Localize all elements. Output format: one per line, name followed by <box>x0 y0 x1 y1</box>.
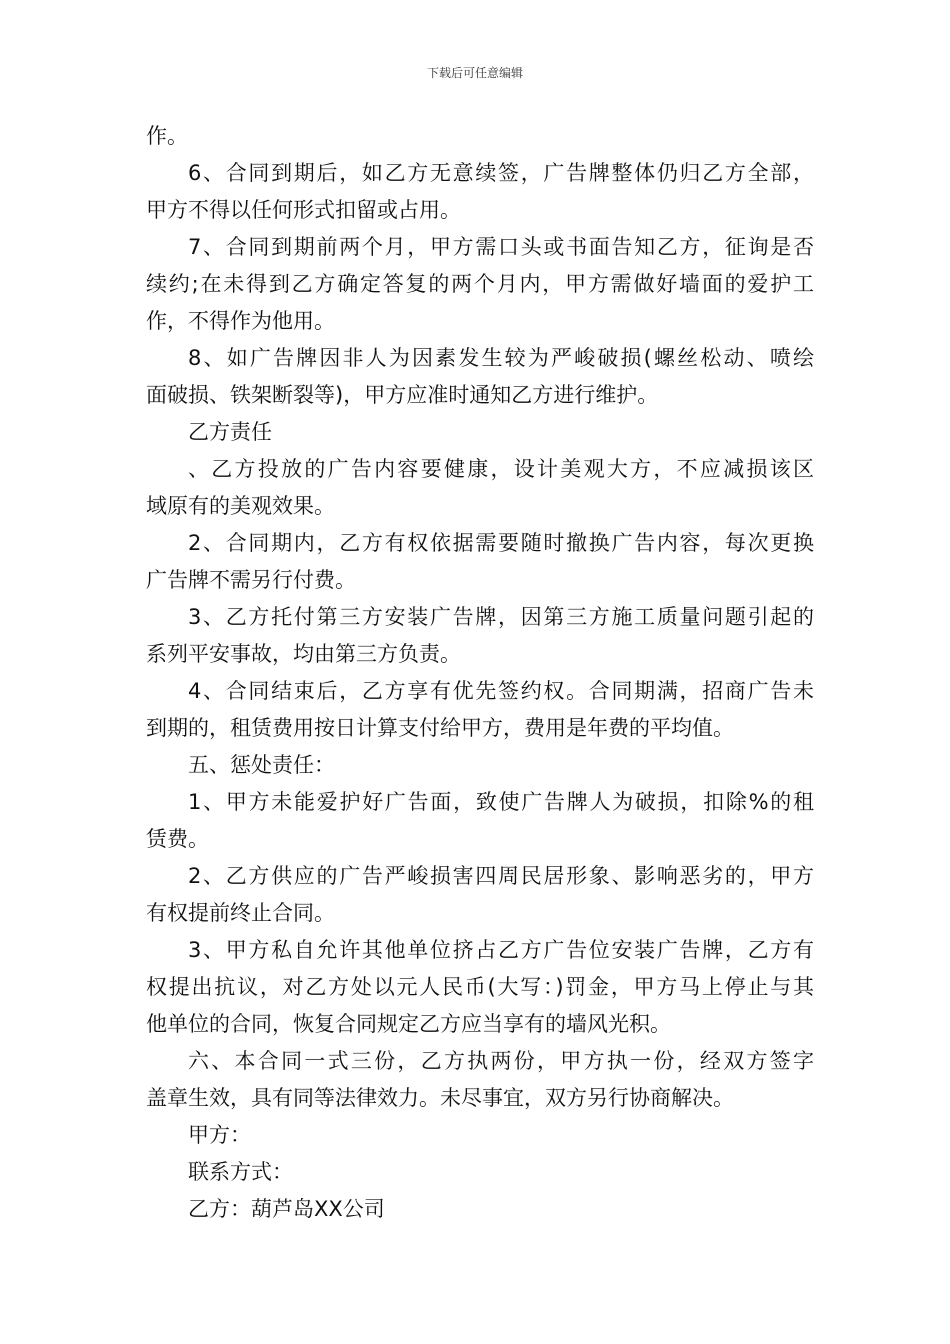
text-line: 联系方式： <box>188 1160 293 1184</box>
text-line: 作，不得作为他用。 <box>146 309 335 333</box>
text-line: 4、合同结束后，乙方享有优先签约权。合同期满，招商广告未 <box>188 679 814 703</box>
text-line: 、乙方投放的广告内容要健康，设计美观大方，不应减损该区 <box>188 457 814 481</box>
text-line: 赁费。 <box>146 827 209 851</box>
text-line: 3、乙方托付第三方安装广告牌，因第三方施工质量问题引起的 <box>188 605 814 629</box>
text-line: 2、合同期内，乙方有权依据需要随时撤换广告内容，每次更换 <box>188 531 814 555</box>
text-line: 系列平安事故，均由第三方负责。 <box>146 642 461 666</box>
text-line: 域原有的美观效果。 <box>146 494 335 518</box>
text-line: 8、如广告牌因非人为因素发生较为严峻破损(螺丝松动、喷绘 <box>188 346 814 370</box>
text-line: 六、本合同一式三份，乙方执两份，甲方执一份，经双方签字 <box>188 1049 814 1073</box>
text-line: 到期的，租赁费用按日计算支付给甲方，费用是年费的平均值。 <box>146 716 734 740</box>
text-line: 有权提前终止合同。 <box>146 901 335 925</box>
text-line: 3、甲方私自允许其他单位挤占乙方广告位安装广告牌，乙方有 <box>188 938 814 962</box>
text-line: 广告牌不需另行付费。 <box>146 568 356 592</box>
text-line: 2、乙方供应的广告严峻损害四周民居形象、影响恶劣的，甲方 <box>188 864 814 888</box>
text-line: 甲方： <box>188 1123 251 1147</box>
text-line: 五、惩处责任： <box>188 753 335 777</box>
text-line: 他单位的合同，恢复合同规定乙方应当享有的墙风光积。 <box>146 1012 671 1036</box>
text-line: 乙方责任 <box>188 420 272 444</box>
header-note: 下载后可任意编辑 <box>426 66 523 80</box>
text-line: 1、甲方未能爱护好广告面，致使广告牌人为破损，扣除%的租 <box>188 790 814 814</box>
text-line: 续约;在未得到乙方确定答复的两个月内，甲方需做好墙面的爱护工 <box>146 272 814 296</box>
text-line: 盖章生效，具有同等法律效力。未尽事宜，双方另行协商解决。 <box>146 1086 734 1110</box>
text-line: 乙方：葫芦岛XX公司 <box>188 1197 385 1221</box>
text-line: 面破损、铁架断裂等)，甲方应准时通知乙方进行维护。 <box>146 383 659 407</box>
text-line: 6、合同到期后，如乙方无意续签，广告牌整体仍归乙方全部， <box>188 161 814 185</box>
text-line: 作。 <box>146 124 188 148</box>
text-line: 权提出抗议，对乙方处以元人民币(大写：)罚金，甲方马上停止与其 <box>146 975 814 999</box>
text-line: 7、合同到期前两个月，甲方需口头或书面告知乙方，征询是否 <box>188 235 814 259</box>
text-line: 甲方不得以任何形式扣留或占用。 <box>146 198 461 222</box>
document-body <box>146 118 814 1228</box>
